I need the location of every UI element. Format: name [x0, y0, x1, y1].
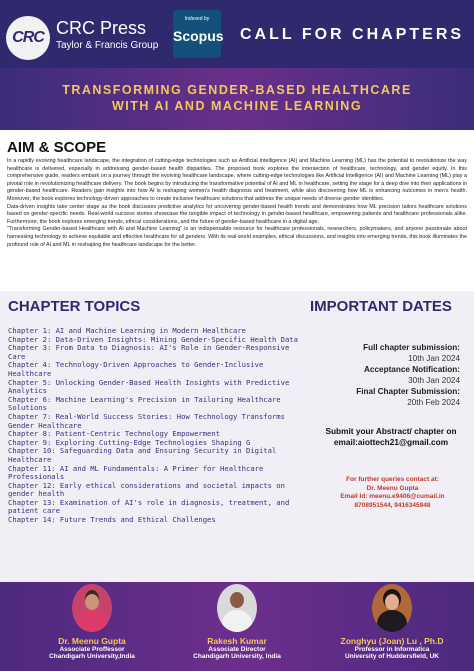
chapter-topic-item: Chapter 13: Examination of AI's role in diagnosis, treatment, and patient care	[8, 497, 290, 516]
book-title-line2: WITH AI AND MACHINE LEARNING	[111, 99, 363, 113]
crc-logo-icon: CRC	[6, 16, 50, 60]
avatar-face	[85, 594, 99, 610]
chapter-topic-item: Chapter 6: Machine Learning's Precision in Tailoring Healthcare Solutions	[8, 394, 281, 413]
editor-role: Associate Director	[208, 646, 266, 653]
editor-institution: Chandigarh University,India	[49, 653, 135, 660]
chapter-topic-item: Chapter 2: Data-Driven Insights: Mining Gender-Specific Health Data	[8, 334, 298, 344]
avatar	[217, 584, 257, 632]
contact-intro: For further queries contact at:	[346, 476, 439, 483]
avatar-body	[77, 610, 107, 632]
chapter-topic-item: Chapter 1: AI and Machine Learning in Modern Healthcare	[8, 326, 246, 335]
chapter-topic-item: Chapter 11: AI and ML Fundamentals: A Primer for Healthcare Professionals	[8, 463, 264, 482]
important-dates-heading: IMPORTANT DATES	[310, 298, 452, 315]
scopus-label: Scopus	[173, 28, 224, 44]
editor-card	[322, 584, 462, 660]
aim-paragraph: Data-driven insights take center stage as the book discusses predictive analytics for uncovering gender-based health trends and demonstrates how ML precision tailors healthcare solutions based on gender-specific needs. Real-world success stories showcase the tangible impact of technology in gender-based healthcare, empowering patients and healthcare professionals alike. Furthermore, the book explores emerging trends, ethical considerations, and the future of gender-based healthcare in a digital age.	[7, 203, 467, 225]
chapter-topic-item: Chapter 9: Exploring Cutting-Edge Technologies Shaping G	[8, 437, 251, 447]
submit-instruction: Submit your Abstract/ chapter on	[325, 426, 457, 436]
editor-name: Dr. Meenu Gupta	[58, 636, 126, 646]
chapter-topics-heading: CHAPTER TOPICS	[8, 298, 141, 315]
editor-institution: Chandigarh University, India	[193, 653, 281, 660]
avatar	[372, 584, 412, 632]
publisher-name: CRC Press	[56, 18, 147, 38]
aim-scope-heading: AIM & SCOPE	[7, 139, 107, 156]
avatar-face	[385, 594, 399, 610]
chapter-topic-item: Chapter 7: Real-World Success Stories: How Technology Transforms Gender Healthcare	[8, 411, 285, 430]
submission-info	[312, 426, 470, 448]
contact-email-link[interactable]: Email Id: meenu.e9406@cumail.in	[340, 493, 445, 501]
chapter-topic-item: Chapter 4: Technology-Driven Approaches to Gender-Inclusive Healthcare	[8, 360, 264, 378]
publisher-subtitle: Taylor & Francis Group	[56, 40, 159, 51]
editor-name: Rakesh Kumar	[207, 636, 267, 646]
acceptance-date: 30th Jan 2024	[408, 376, 460, 385]
final-submission-date: 20th Feb 2024	[407, 398, 460, 407]
contact-phone: 8708951544, 9416345948	[354, 501, 431, 509]
submit-email-link[interactable]: email:aiottech21@gmail.com	[333, 437, 449, 447]
book-title	[0, 82, 474, 114]
avatar-body	[377, 610, 407, 632]
chapter-topic-item: Chapter 10: Safeguarding Data and Ensuring Security in Digital Healthcare	[8, 446, 277, 464]
call-for-chapters-heading: CALL FOR CHAPTERS	[240, 26, 465, 43]
editor-card	[22, 584, 162, 660]
editor-institution: University of Huddersfield, UK	[345, 653, 439, 660]
chapter-topics-list	[8, 327, 303, 525]
editor-card	[167, 584, 307, 660]
avatar	[72, 584, 112, 632]
scopus-badge	[173, 10, 224, 58]
chapter-topic-item: Chapter 14: Future Trends and Ethical Challenges	[8, 515, 216, 525]
chapter-topic-item: Chapter 8: Patient-Centric Technology Empowerment	[8, 429, 221, 439]
chapter-topic-item: Chapter 5: Unlocking Gender-Based Health Insights with Predictive Analytics	[8, 377, 290, 396]
editor-role: Associate Proffessor	[59, 646, 125, 653]
important-dates-list	[310, 342, 460, 408]
chapter-topic-item: Chapter 3: From Data to Diagnosis: AI's Role in Gender-Responsive Care	[8, 343, 290, 361]
final-submission-label: Final Chapter Submission:	[356, 387, 460, 396]
editor-role: Professor in Informatica	[354, 646, 430, 653]
aim-paragraph: In a rapidly evolving healthcare landscape, the integration of cutting-edge technologies such as Artificial Intelligence (AI) and Machine Learning (ML) has the potential to revolutionize the way healthcare is delivered, especially in addressing gender-based health disparities. The proposed book explores the intersection of healthcare, technology, and gender equity. In this comprehensive guide, readers embark on a journey through the evolving healthcare landscape, where cutting-edge technologies like Artificial Intelligence (AI) and Machine Learning (ML) play a pivotal role in revolutionizing healthcare delivery. The book begins by introducing the transformative potential of AI and ML in healthcare, setting the stage for a deep dive into their applications in gender-based healthcare. Readers gain insights into how AI is reshaping women's health diagnosis and treatment, while also discovering how ML is enhancing outcomes in men's health. Moreover, the book explores technology-driven approaches to create inclusive healthcare solutions that address the unique needs of diverse gender identities.	[7, 158, 467, 202]
editor-name: Zonghyu (Joan) Lu , Ph.D	[340, 636, 444, 646]
acceptance-label: Acceptance Notification:	[364, 365, 460, 374]
contact-name: Dr. Meenu Gupta	[366, 484, 419, 492]
book-title-line1: TRANSFORMING GENDER-BASED HEALTHCARE	[62, 83, 412, 97]
full-submission-label: Full chapter submission:	[363, 343, 460, 352]
aim-paragraph: "Transforming Gender-based Healthcare with AI and Machine Learning" is an indispensable resource for healthcare professionals, researchers, policymakers, and anyone passionate about harnessing technology to achieve equitable and effective healthcare for all genders. With its real-world examples, ethical discussions, and insights into emerging trends, this book illuminates the profound role of AI and ML in reshaping the healthcare landscape for the better.	[7, 226, 467, 248]
avatar-body	[222, 610, 252, 632]
avatar-face	[230, 592, 244, 608]
scopus-indexed-label: Indexed by	[184, 16, 210, 22]
full-submission-date: 10th Jan 2024	[408, 354, 460, 363]
contact-info	[320, 476, 465, 510]
chapter-topic-item: Chapter 12: Early ethical considerations and societal impacts on gender health	[8, 480, 285, 499]
aim-scope-body	[7, 158, 467, 249]
